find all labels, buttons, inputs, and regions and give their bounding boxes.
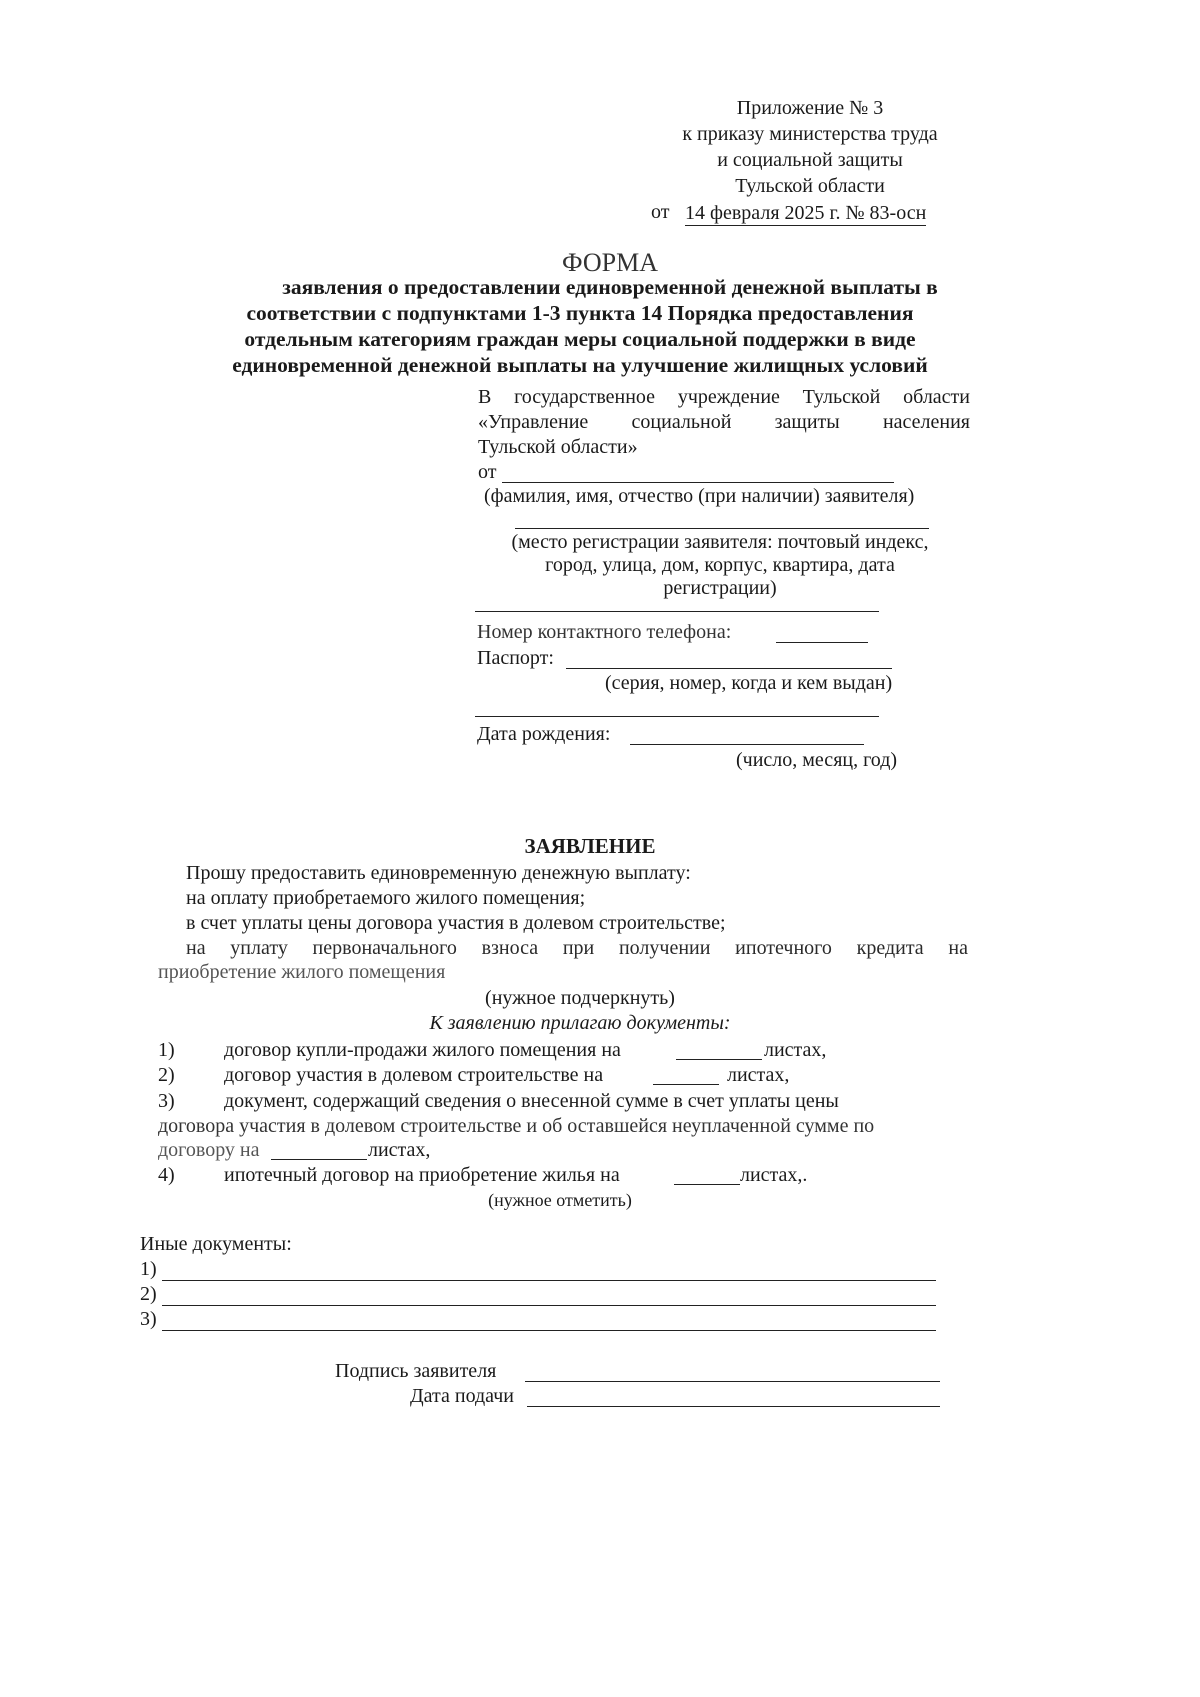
signature-field[interactable] bbox=[525, 1381, 940, 1382]
other-doc-2-number: 2) bbox=[140, 1283, 157, 1305]
doc-3-text-line-3-prefix: договору на bbox=[158, 1139, 260, 1161]
doc-4-text: ипотечный договор на приобретение жилья на bbox=[224, 1164, 620, 1186]
form-title-line-3: отдельным категориям граждан меры социальной поддержки в виде bbox=[244, 327, 916, 351]
mark-hint: (нужное отметить) bbox=[488, 1190, 632, 1210]
doc-1-text: договор купли-продажи жилого помещения на bbox=[224, 1039, 621, 1061]
phone-label: Номер контактного телефона: bbox=[477, 621, 732, 643]
option-purchase: на оплату приобретаемого жилого помещения; bbox=[186, 887, 586, 909]
doc-2-text: договор участия в долевом строительстве на bbox=[224, 1064, 604, 1086]
form-title-line-2: соответствии с подпунктами 1-3 пункта 14 Порядка предоставления bbox=[246, 301, 914, 325]
doc-3-text: документ, содержащий сведения о внесенной сумме в счет уплаты цены bbox=[224, 1090, 839, 1112]
submission-date-label: Дата подачи bbox=[410, 1385, 515, 1407]
option-mortgage-line-2: приобретение жилого помещения bbox=[158, 961, 446, 983]
statement-heading: ЗАЯВЛЕНИЕ bbox=[524, 834, 656, 858]
passport-label: Паспорт: bbox=[477, 647, 554, 669]
registration-hint-line-2: город, улица, дом, корпус, квартира, дата bbox=[545, 554, 895, 576]
doc-3-text-line-2: договора участия в долевом строительстве и об оставшейся неуплаченной сумме по bbox=[158, 1115, 875, 1137]
doc-1-suffix: листах, bbox=[764, 1039, 827, 1061]
form-heading: ФОРМА bbox=[562, 248, 658, 277]
from-label: от bbox=[478, 461, 497, 483]
registration-address-field[interactable] bbox=[515, 528, 929, 529]
doc-4-number: 4) bbox=[158, 1164, 175, 1186]
birth-label: Дата рождения: bbox=[477, 723, 611, 745]
other-doc-1-number: 1) bbox=[140, 1258, 157, 1280]
option-mortgage-line-1: на уплату первоначального взноса при получении ипотечного кредита на bbox=[186, 937, 968, 959]
submission-date-field[interactable] bbox=[527, 1406, 940, 1407]
passport-field[interactable] bbox=[566, 668, 892, 669]
appendix-order-line: к приказу министерства труда bbox=[682, 123, 938, 145]
doc-3-text-line-3-suffix: листах, bbox=[368, 1139, 431, 1161]
doc-2-pages-field[interactable] bbox=[653, 1084, 719, 1085]
phone-field[interactable] bbox=[776, 642, 868, 643]
registration-hint-line-1: (место регистрации заявителя: почтовый индекс, bbox=[511, 531, 929, 553]
appendix-ministry-line: и социальной защиты bbox=[717, 149, 903, 171]
form-title-line-1: заявления о предоставлении единовременной денежной выплаты в bbox=[282, 275, 938, 299]
doc-2-number: 2) bbox=[158, 1064, 175, 1086]
doc-4-pages-field[interactable] bbox=[674, 1184, 740, 1185]
doc-4-suffix: листах,. bbox=[740, 1164, 808, 1186]
other-doc-3-field[interactable] bbox=[162, 1330, 936, 1331]
attachments-heading: К заявлению прилагаю документы: bbox=[429, 1012, 731, 1034]
addressee-line-1: В государственное учреждение Тульской области bbox=[478, 386, 970, 408]
birth-hint: (число, месяц, год) bbox=[736, 749, 898, 771]
doc-1-pages-field[interactable] bbox=[676, 1059, 762, 1060]
statement-request: Прошу предоставить единовременную денежную выплату: bbox=[186, 862, 691, 884]
other-doc-3-number: 3) bbox=[140, 1308, 157, 1330]
applicant-name-hint: (фамилия, имя, отчество (при наличии) заявителя) bbox=[484, 485, 915, 507]
appendix-date: 14 февраля 2025 г. № 83-осн bbox=[685, 202, 927, 224]
signature-label: Подпись заявителя bbox=[335, 1360, 497, 1382]
passport-hint: (серия, номер, когда и кем выдан) bbox=[605, 672, 893, 694]
doc-2-suffix: листах, bbox=[727, 1064, 790, 1086]
other-doc-1-field[interactable] bbox=[162, 1280, 936, 1281]
passport-field-2[interactable] bbox=[475, 716, 879, 717]
registration-hint-line-3: регистрации) bbox=[663, 577, 777, 599]
applicant-name-field[interactable] bbox=[502, 482, 894, 483]
underline-hint: (нужное подчеркнуть) bbox=[485, 987, 675, 1009]
doc-3-pages-field[interactable] bbox=[271, 1159, 367, 1160]
addressee-line-2: «Управление социальной защиты населения bbox=[478, 411, 970, 433]
addressee-line-3: Тульской области» bbox=[478, 436, 638, 458]
appendix-title: Приложение № 3 bbox=[736, 97, 884, 119]
other-docs-label: Иные документы: bbox=[140, 1233, 292, 1255]
form-title-line-4: единовременной денежной выплаты на улучшение жилищных условий bbox=[232, 353, 928, 377]
appendix-region-line: Тульской области bbox=[735, 175, 885, 197]
other-doc-2-field[interactable] bbox=[162, 1305, 936, 1306]
option-shared-construction: в счет уплаты цены договора участия в долевом строительстве; bbox=[186, 912, 726, 934]
registration-address-field-2[interactable] bbox=[475, 611, 879, 612]
doc-1-number: 1) bbox=[158, 1039, 175, 1061]
appendix-date-prefix: от bbox=[651, 201, 670, 223]
doc-3-number: 3) bbox=[158, 1090, 175, 1112]
birth-date-field[interactable] bbox=[630, 744, 864, 745]
